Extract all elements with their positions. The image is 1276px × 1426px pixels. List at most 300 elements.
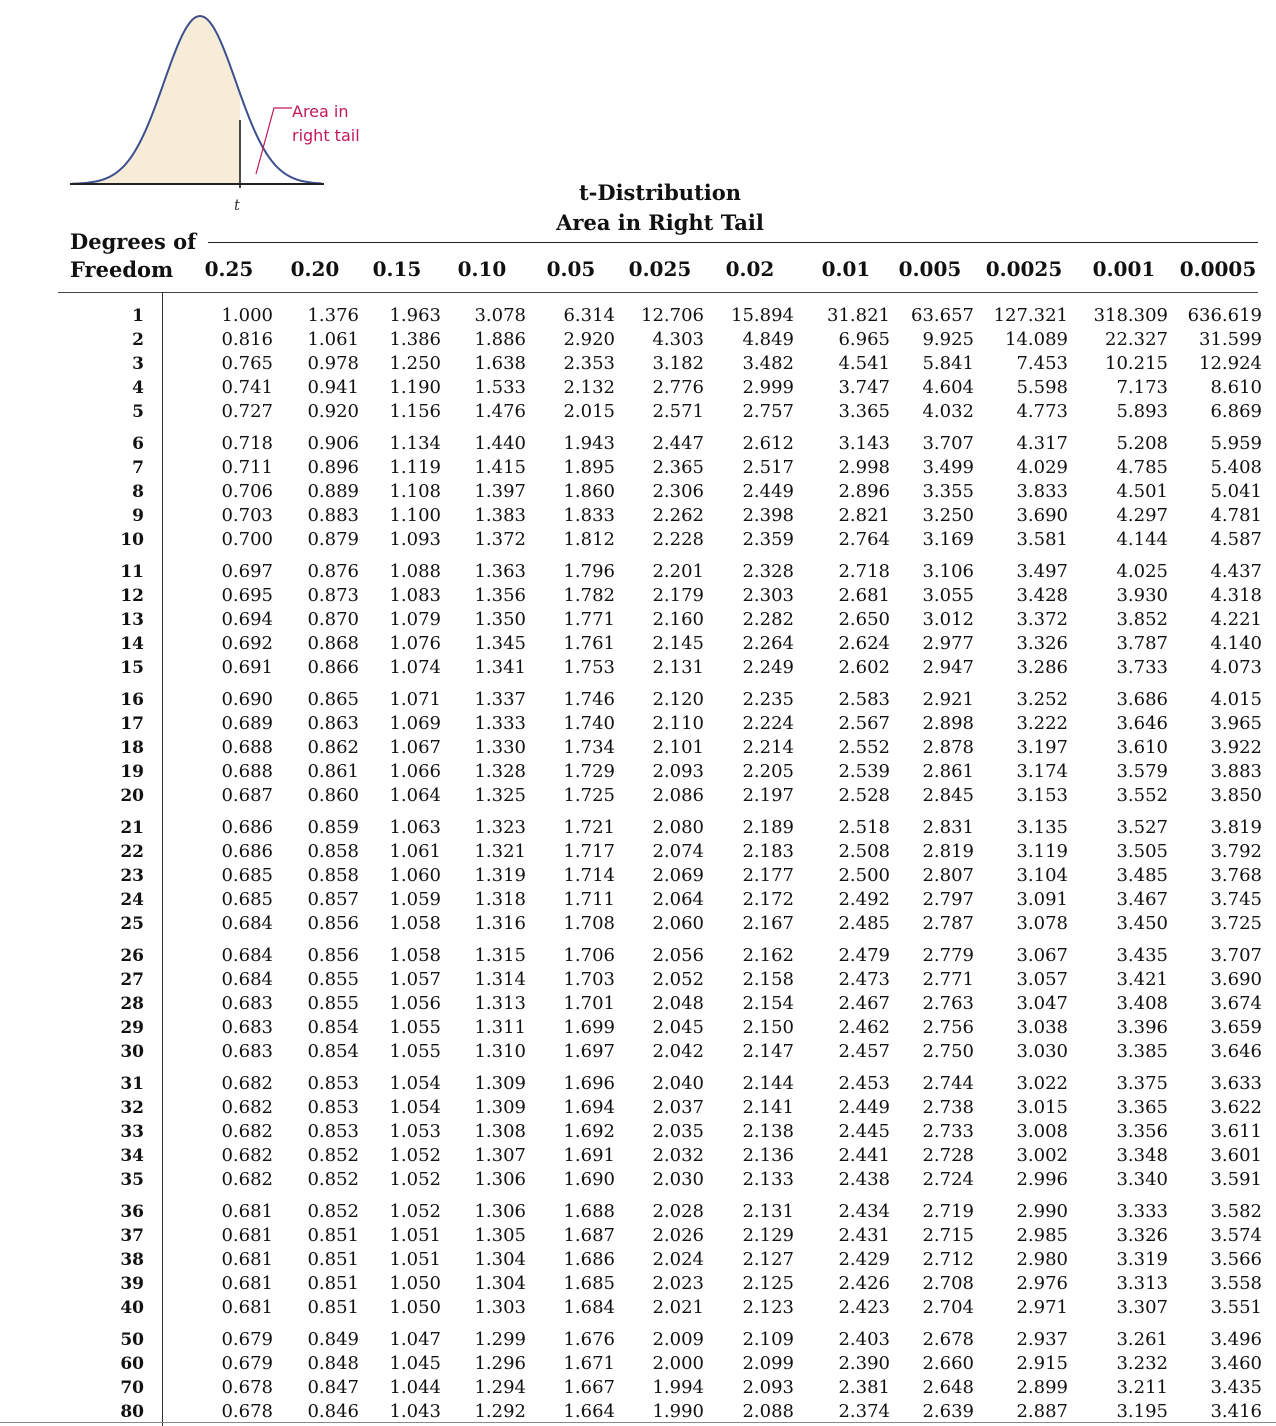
critical-value-cell: 1.753 — [563, 657, 615, 678]
value-column — [806, 304, 890, 1424]
row-group-gap — [531, 808, 615, 816]
critical-value-cell: 3.610 — [1116, 737, 1168, 758]
critical-value-cell: 1.684 — [563, 1297, 615, 1318]
critical-value-cell: 0.851 — [307, 1297, 359, 1318]
critical-value-cell: 3.365 — [1116, 1097, 1168, 1118]
critical-value-cell: 3.930 — [1116, 585, 1168, 606]
row-group-gap — [1084, 1064, 1168, 1072]
critical-value-cell: 1.060 — [389, 865, 441, 886]
row-group-gap — [357, 1064, 441, 1072]
critical-value-cell: 2.426 — [838, 1273, 890, 1294]
df-cell: 27 — [120, 970, 144, 990]
row-group-gap — [189, 1320, 273, 1328]
critical-value-cell: 2.353 — [563, 353, 615, 374]
critical-value-cell: 1.000 — [221, 305, 273, 326]
critical-value-cell: 0.849 — [307, 1329, 359, 1350]
row-group-gap — [1178, 424, 1262, 432]
critical-value-cell: 1.812 — [563, 529, 615, 550]
row-group-gap — [275, 552, 359, 560]
df-header-line-2: Freedom — [70, 257, 174, 282]
df-cell: 19 — [120, 762, 144, 782]
critical-value-cell: 3.365 — [838, 401, 890, 422]
critical-value-cell: 5.841 — [922, 353, 974, 374]
critical-value-cell: 2.567 — [838, 713, 890, 734]
df-cell: 70 — [120, 1378, 144, 1398]
critical-value-cell: 14.089 — [1005, 329, 1068, 350]
critical-value-cell: 6.314 — [563, 305, 615, 326]
critical-value-cell: 2.990 — [1016, 1201, 1068, 1222]
row-group-gap — [890, 808, 974, 816]
value-column — [357, 304, 441, 1424]
critical-value-cell: 3.119 — [1016, 841, 1068, 862]
critical-value-cell: 1.729 — [563, 761, 615, 782]
header-bottom-rule — [58, 292, 1258, 293]
critical-value-cell: 2.172 — [742, 889, 794, 910]
critical-value-cell: 0.678 — [221, 1401, 273, 1422]
critical-value-cell: 2.887 — [1016, 1401, 1068, 1422]
critical-value-cell: 0.684 — [221, 945, 273, 966]
critical-value-cell: 1.067 — [389, 737, 441, 758]
critical-value-cell: 1.054 — [389, 1097, 441, 1118]
critical-value-cell: 0.682 — [221, 1121, 273, 1142]
critical-value-cell: 1.337 — [474, 689, 526, 710]
critical-value-cell: 1.664 — [563, 1401, 615, 1422]
df-column — [60, 304, 150, 1424]
critical-value-cell: 1.318 — [474, 889, 526, 910]
critical-value-cell: 1.676 — [563, 1329, 615, 1350]
critical-value-cell: 3.852 — [1116, 609, 1168, 630]
critical-value-cell: 2.021 — [652, 1297, 704, 1318]
critical-value-cell: 3.197 — [1016, 737, 1068, 758]
critical-value-cell: 4.073 — [1210, 657, 1262, 678]
critical-value-cell: 0.816 — [221, 329, 273, 350]
row-group-gap — [806, 1192, 890, 1200]
critical-value-cell: 1.711 — [563, 889, 615, 910]
critical-value-cell: 3.002 — [1016, 1145, 1068, 1166]
critical-value-cell: 1.063 — [389, 817, 441, 838]
row-group-gap — [806, 936, 890, 944]
critical-value-cell: 3.169 — [922, 529, 974, 550]
critical-value-cell: 2.150 — [742, 1017, 794, 1038]
critical-value-cell: 1.306 — [474, 1169, 526, 1190]
critical-value-cell: 2.898 — [922, 713, 974, 734]
row-group-gap — [357, 424, 441, 432]
row-group-gap — [620, 1320, 704, 1328]
critical-value-cell: 2.728 — [922, 1145, 974, 1166]
critical-value-cell: 0.846 — [307, 1401, 359, 1422]
row-group-gap — [806, 680, 890, 688]
critical-value-cell: 15.894 — [731, 305, 794, 326]
critical-value-cell: 2.154 — [742, 993, 794, 1014]
critical-value-cell: 2.738 — [922, 1097, 974, 1118]
critical-value-cell: 0.848 — [307, 1353, 359, 1374]
critical-value-cell: 0.896 — [307, 457, 359, 478]
critical-value-cell: 1.156 — [389, 401, 441, 422]
critical-value-cell: 4.221 — [1210, 609, 1262, 630]
critical-value-cell: 2.136 — [742, 1145, 794, 1166]
critical-value-cell: 1.309 — [474, 1073, 526, 1094]
critical-value-cell: 1.074 — [389, 657, 441, 678]
critical-value-cell: 3.505 — [1116, 841, 1168, 862]
critical-value-cell: 2.381 — [838, 1377, 890, 1398]
critical-value-cell: 3.485 — [1116, 865, 1168, 886]
critical-value-cell: 2.977 — [922, 633, 974, 654]
critical-value-cell: 2.937 — [1016, 1329, 1068, 1350]
df-cell: 25 — [120, 914, 144, 934]
value-column — [275, 304, 359, 1424]
critical-value-cell: 2.528 — [838, 785, 890, 806]
df-cell: 80 — [120, 1402, 144, 1422]
critical-value-cell: 0.851 — [307, 1225, 359, 1246]
critical-value-cell: 2.431 — [838, 1225, 890, 1246]
critical-value-cell: 2.141 — [742, 1097, 794, 1118]
row-group-gap — [806, 552, 890, 560]
critical-value-cell: 1.066 — [389, 761, 441, 782]
critical-value-cell: 2.037 — [652, 1097, 704, 1118]
df-cell: 11 — [120, 562, 144, 582]
critical-value-cell: 0.889 — [307, 481, 359, 502]
critical-value-cell: 2.015 — [563, 401, 615, 422]
column-header: 0.0025 — [985, 257, 1063, 281]
row-group-gap — [531, 552, 615, 560]
critical-value-cell: 3.792 — [1210, 841, 1262, 862]
critical-value-cell: 3.057 — [1016, 969, 1068, 990]
row-group-gap — [189, 1192, 273, 1200]
critical-value-cell: 2.787 — [922, 913, 974, 934]
critical-value-cell: 2.403 — [838, 1329, 890, 1350]
row-group-gap — [984, 552, 1068, 560]
critical-value-cell: 2.132 — [563, 377, 615, 398]
critical-value-cell: 1.734 — [563, 737, 615, 758]
critical-value-cell: 3.340 — [1116, 1169, 1168, 1190]
critical-value-cell: 3.581 — [1016, 529, 1068, 550]
column-header: 0.20 — [290, 257, 340, 281]
critical-value-cell: 2.624 — [838, 633, 890, 654]
critical-value-cell: 2.920 — [563, 329, 615, 350]
row-group-gap — [189, 424, 273, 432]
critical-value-cell: 2.235 — [742, 689, 794, 710]
critical-value-cell: 4.032 — [922, 401, 974, 422]
critical-value-cell: 2.639 — [922, 1401, 974, 1422]
critical-value-cell: 1.690 — [563, 1169, 615, 1190]
critical-value-cell: 1.886 — [474, 329, 526, 350]
critical-value-cell: 2.093 — [652, 761, 704, 782]
critical-value-cell: 1.740 — [563, 713, 615, 734]
critical-value-cell: 2.069 — [652, 865, 704, 886]
df-cell: 4 — [132, 378, 144, 398]
critical-value-cell: 2.457 — [838, 1041, 890, 1062]
critical-value-cell: 1.299 — [474, 1329, 526, 1350]
row-group-gap — [890, 552, 974, 560]
critical-value-cell: 0.683 — [221, 1041, 273, 1062]
critical-value-cell: 3.622 — [1210, 1097, 1262, 1118]
critical-value-cell: 1.694 — [563, 1097, 615, 1118]
critical-value-cell: 5.041 — [1210, 481, 1262, 502]
row-group-gap — [890, 424, 974, 432]
critical-value-cell: 0.870 — [307, 609, 359, 630]
critical-value-cell: 2.093 — [742, 1377, 794, 1398]
critical-value-cell: 2.612 — [742, 433, 794, 454]
critical-value-cell: 1.308 — [474, 1121, 526, 1142]
critical-value-cell: 4.604 — [922, 377, 974, 398]
critical-value-cell: 1.943 — [563, 433, 615, 454]
critical-value-cell: 1.056 — [389, 993, 441, 1014]
critical-value-cell: 1.045 — [389, 1353, 441, 1374]
critical-value-cell: 2.328 — [742, 561, 794, 582]
row-group-gap — [189, 808, 273, 816]
critical-value-cell: 2.999 — [742, 377, 794, 398]
critical-value-cell: 3.030 — [1016, 1041, 1068, 1062]
critical-value-cell: 2.861 — [922, 761, 974, 782]
critical-value-cell: 636.619 — [1187, 305, 1262, 326]
row-group-gap — [189, 936, 273, 944]
critical-value-cell: 1.533 — [474, 377, 526, 398]
critical-value-cell: 2.571 — [652, 401, 704, 422]
critical-value-cell: 1.761 — [563, 633, 615, 654]
critical-value-cell: 3.286 — [1016, 657, 1068, 678]
df-cell: 9 — [132, 506, 144, 526]
column-header: 0.005 — [898, 257, 962, 281]
critical-value-cell: 318.309 — [1093, 305, 1168, 326]
critical-value-cell: 2.681 — [838, 585, 890, 606]
critical-value-cell: 4.541 — [838, 353, 890, 374]
df-cell: 23 — [120, 866, 144, 886]
critical-value-cell: 1.052 — [389, 1145, 441, 1166]
critical-value-cell: 2.224 — [742, 713, 794, 734]
critical-value-cell: 2.214 — [742, 737, 794, 758]
critical-value-cell: 1.083 — [389, 585, 441, 606]
critical-value-cell: 3.690 — [1016, 505, 1068, 526]
critical-value-cell: 7.173 — [1116, 377, 1168, 398]
critical-value-cell: 1.860 — [563, 481, 615, 502]
critical-value-cell: 0.681 — [221, 1273, 273, 1294]
critical-value-cell: 4.317 — [1016, 433, 1068, 454]
row-group-gap — [890, 936, 974, 944]
critical-value-cell: 1.699 — [563, 1017, 615, 1038]
critical-value-cell: 0.868 — [307, 633, 359, 654]
critical-value-cell: 1.990 — [652, 1401, 704, 1422]
critical-value-cell: 1.345 — [474, 633, 526, 654]
critical-value-cell: 2.517 — [742, 457, 794, 478]
critical-value-cell: 2.197 — [742, 785, 794, 806]
row-group-gap — [1178, 808, 1262, 816]
critical-value-cell: 3.012 — [922, 609, 974, 630]
row-group-gap — [806, 1320, 890, 1328]
row-group-gap — [60, 1064, 150, 1072]
critical-value-cell: 3.482 — [742, 353, 794, 374]
row-group-gap — [710, 1192, 794, 1200]
critical-value-cell: 3.355 — [922, 481, 974, 502]
critical-value-cell: 2.648 — [922, 1377, 974, 1398]
critical-value-cell: 0.853 — [307, 1121, 359, 1142]
critical-value-cell: 3.232 — [1116, 1353, 1168, 1374]
critical-value-cell: 2.026 — [652, 1225, 704, 1246]
critical-value-cell: 4.015 — [1210, 689, 1262, 710]
critical-value-cell: 2.998 — [838, 457, 890, 478]
critical-value-cell: 3.768 — [1210, 865, 1262, 886]
critical-value-cell: 3.787 — [1116, 633, 1168, 654]
df-cell: 39 — [120, 1274, 144, 1294]
critical-value-cell: 1.051 — [389, 1225, 441, 1246]
row-group-gap — [1178, 1320, 1262, 1328]
critical-value-cell: 1.071 — [389, 689, 441, 710]
row-group-gap — [189, 552, 273, 560]
row-group-gap — [60, 808, 150, 816]
critical-value-cell: 1.696 — [563, 1073, 615, 1094]
critical-value-cell: 2.438 — [838, 1169, 890, 1190]
critical-value-cell: 2.718 — [838, 561, 890, 582]
df-cell: 24 — [120, 890, 144, 910]
critical-value-cell: 0.686 — [221, 817, 273, 838]
critical-value-cell: 2.797 — [922, 889, 974, 910]
critical-value-cell: 0.854 — [307, 1017, 359, 1038]
critical-value-cell: 3.435 — [1116, 945, 1168, 966]
critical-value-cell: 2.650 — [838, 609, 890, 630]
row-group-gap — [189, 1064, 273, 1072]
critical-value-cell: 0.856 — [307, 913, 359, 934]
critical-value-cell: 0.858 — [307, 841, 359, 862]
critical-value-cell: 3.038 — [1016, 1017, 1068, 1038]
critical-value-cell: 3.497 — [1016, 561, 1068, 582]
critical-value-cell: 3.582 — [1210, 1201, 1262, 1222]
critical-value-cell: 3.174 — [1016, 761, 1068, 782]
row-group-gap — [60, 1320, 150, 1328]
critical-value-cell: 0.941 — [307, 377, 359, 398]
df-cell: 20 — [120, 786, 144, 806]
critical-value-cell: 0.863 — [307, 713, 359, 734]
critical-value-cell: 1.697 — [563, 1041, 615, 1062]
critical-value-cell: 0.681 — [221, 1249, 273, 1270]
critical-value-cell: 1.397 — [474, 481, 526, 502]
critical-value-cell: 10.215 — [1105, 353, 1168, 374]
column-header: 0.01 — [821, 257, 871, 281]
critical-value-cell: 2.138 — [742, 1121, 794, 1142]
critical-value-cell: 0.847 — [307, 1377, 359, 1398]
row-group-gap — [710, 552, 794, 560]
critical-value-cell: 2.201 — [652, 561, 704, 582]
critical-value-cell: 3.416 — [1210, 1401, 1262, 1422]
critical-value-cell: 2.205 — [742, 761, 794, 782]
critical-value-cell: 1.093 — [389, 529, 441, 550]
critical-value-cell: 0.879 — [307, 529, 359, 550]
critical-value-cell: 0.692 — [221, 633, 273, 654]
row-group-gap — [620, 552, 704, 560]
row-group-gap — [1178, 1192, 1262, 1200]
critical-value-cell: 1.058 — [389, 945, 441, 966]
column-header: 0.0005 — [1179, 257, 1257, 281]
critical-value-cell: 4.029 — [1016, 457, 1068, 478]
df-cell: 38 — [120, 1250, 144, 1270]
critical-value-cell: 0.978 — [307, 353, 359, 374]
critical-value-cell: 1.304 — [474, 1273, 526, 1294]
critical-value-cell: 2.125 — [742, 1273, 794, 1294]
row-group-gap — [1178, 936, 1262, 944]
critical-value-cell: 1.304 — [474, 1249, 526, 1270]
critical-value-cell: 1.076 — [389, 633, 441, 654]
critical-value-cell: 1.688 — [563, 1201, 615, 1222]
column-header: 0.05 — [546, 257, 596, 281]
critical-value-cell: 2.750 — [922, 1041, 974, 1062]
critical-value-cell: 2.365 — [652, 457, 704, 478]
critical-value-cell: 2.453 — [838, 1073, 890, 1094]
critical-value-cell: 3.690 — [1210, 969, 1262, 990]
critical-value-cell: 0.683 — [221, 1017, 273, 1038]
critical-value-cell: 3.348 — [1116, 1145, 1168, 1166]
critical-value-cell: 3.566 — [1210, 1249, 1262, 1270]
critical-value-cell: 3.659 — [1210, 1017, 1262, 1038]
critical-value-cell: 0.873 — [307, 585, 359, 606]
critical-value-cell: 0.741 — [221, 377, 273, 398]
row-group-gap — [60, 552, 150, 560]
critical-value-cell: 3.460 — [1210, 1353, 1262, 1374]
critical-value-cell: 1.386 — [389, 329, 441, 350]
critical-value-cell: 2.144 — [742, 1073, 794, 1094]
row-group-gap — [357, 680, 441, 688]
critical-value-cell: 3.211 — [1116, 1377, 1168, 1398]
critical-value-cell: 3.153 — [1016, 785, 1068, 806]
df-cell: 2 — [132, 330, 144, 350]
critical-value-cell: 1.306 — [474, 1201, 526, 1222]
critical-value-cell: 2.678 — [922, 1329, 974, 1350]
row-group-gap — [442, 1192, 526, 1200]
row-group-gap — [442, 680, 526, 688]
row-group-gap — [60, 936, 150, 944]
critical-value-cell: 1.706 — [563, 945, 615, 966]
critical-value-cell: 1.305 — [474, 1225, 526, 1246]
row-group-gap — [984, 424, 1068, 432]
critical-value-cell: 0.682 — [221, 1073, 273, 1094]
critical-value-cell: 2.177 — [742, 865, 794, 886]
critical-value-cell: 9.925 — [922, 329, 974, 350]
row-group-gap — [60, 680, 150, 688]
critical-value-cell: 4.785 — [1116, 457, 1168, 478]
critical-value-cell: 3.372 — [1016, 609, 1068, 630]
critical-value-cell: 3.326 — [1016, 633, 1068, 654]
critical-value-cell: 1.708 — [563, 913, 615, 934]
critical-value-cell: 1.476 — [474, 401, 526, 422]
critical-value-cell: 5.408 — [1210, 457, 1262, 478]
critical-value-cell: 3.551 — [1210, 1297, 1262, 1318]
critical-value-cell: 2.129 — [742, 1225, 794, 1246]
critical-value-cell: 1.307 — [474, 1145, 526, 1166]
critical-value-cell: 2.249 — [742, 657, 794, 678]
critical-value-cell: 1.061 — [307, 329, 359, 350]
critical-value-cell: 2.899 — [1016, 1377, 1068, 1398]
critical-value-cell: 3.922 — [1210, 737, 1262, 758]
critical-value-cell: 63.657 — [911, 305, 974, 326]
critical-value-cell: 0.703 — [221, 505, 273, 526]
row-group-gap — [620, 1192, 704, 1200]
row-group-gap — [442, 552, 526, 560]
row-group-gap — [442, 936, 526, 944]
critical-value-cell: 1.330 — [474, 737, 526, 758]
callout-text — [292, 100, 360, 148]
row-group-gap — [531, 1064, 615, 1072]
critical-value-cell: 2.123 — [742, 1297, 794, 1318]
row-group-gap — [806, 808, 890, 816]
critical-value-cell: 3.435 — [1210, 1377, 1262, 1398]
critical-value-cell: 0.906 — [307, 433, 359, 454]
column-header: 0.025 — [628, 257, 692, 281]
critical-value-cell: 0.860 — [307, 785, 359, 806]
critical-value-cell: 2.045 — [652, 1017, 704, 1038]
critical-value-cell: 2.133 — [742, 1169, 794, 1190]
critical-value-cell: 2.042 — [652, 1041, 704, 1062]
critical-value-cell: 0.718 — [221, 433, 273, 454]
df-cell: 32 — [120, 1098, 144, 1118]
critical-value-cell: 2.508 — [838, 841, 890, 862]
critical-value-cell: 1.047 — [389, 1329, 441, 1350]
